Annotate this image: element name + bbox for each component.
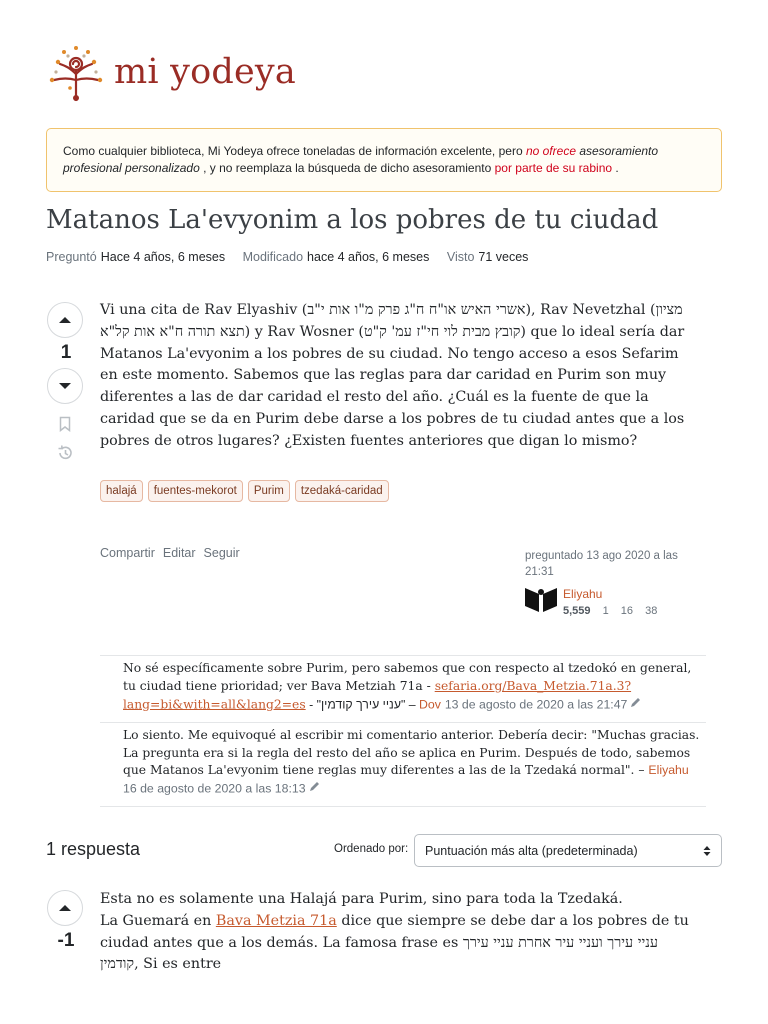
- triangle-down-icon: [58, 382, 72, 390]
- question-meta: [46, 250, 542, 264]
- comment-list: [100, 655, 706, 807]
- disclaimer-notice: [46, 128, 722, 192]
- question-body: [100, 300, 700, 453]
- pencil-icon: [630, 696, 641, 714]
- sort-value: Puntuación más alta (predeterminada): [425, 843, 638, 858]
- comment-user[interactable]: Eliyahu: [648, 763, 689, 778]
- comment-date[interactable]: 16 de agosto de 2020 a las 18:13: [123, 781, 306, 796]
- owner-card: [525, 548, 705, 619]
- tag-list: [100, 480, 389, 502]
- logo-text: mi yodeya: [114, 52, 296, 92]
- comment-text: No sé específicamente sobre Purim, pero sabemos que con respecto al tzedokó en general, tu ciudad tiene prioridad; ver Bava Metziah 71a -: [123, 661, 692, 693]
- notice-no-ofrece: no ofrece: [525, 144, 576, 158]
- bronze-badges: 38: [645, 605, 658, 617]
- owner-stats: [563, 603, 657, 619]
- answer-vote-column: [47, 890, 85, 956]
- tag-fuentes-mekorot[interactable]: fuentes-mekorot: [148, 480, 243, 502]
- hebrew-source-2: מציון תצא תורה ח"א אות קל"א: [100, 302, 683, 340]
- viewed-value: 71 veces: [478, 250, 529, 264]
- hebrew-source-3: קובץ מבית לוי חי"ז עמ' ק"ט: [363, 323, 521, 340]
- vote-count: 1: [60, 342, 72, 363]
- upvote-button[interactable]: [47, 302, 83, 338]
- asked-label: Preguntó: [46, 250, 97, 264]
- asked-value: Hace 4 años, 6 meses: [100, 250, 226, 264]
- answers-count: 1 respuesta: [46, 839, 141, 859]
- sort-arrows-icon: [703, 845, 711, 857]
- answer-text-c: , Si es entre: [134, 956, 222, 973]
- avatar[interactable]: [525, 588, 557, 612]
- post-actions: [100, 546, 240, 560]
- history-button[interactable]: [47, 444, 83, 462]
- edit-link[interactable]: Editar: [162, 546, 196, 560]
- body-text-2: ), Rav Nevetzhal (: [525, 302, 656, 318]
- answer-link[interactable]: Bava Metzia 71a: [215, 912, 337, 929]
- hebrew-source-1: אשרי האיש או"ח ח"ג פרק מ"ו אות י"ב: [307, 302, 526, 318]
- notice-rabino-link[interactable]: por parte de su rabino: [494, 161, 613, 175]
- asked-timestamp[interactable]: preguntado 13 ago 2020 a las 21:31: [525, 550, 678, 578]
- tree-logo-icon: [44, 40, 108, 104]
- downvote-button[interactable]: [47, 368, 83, 404]
- answer-body: [100, 889, 700, 976]
- notice-text: Como cualquier biblioteca, Mi Yodeya ofrece toneladas de información excelente, pero: [63, 144, 526, 158]
- sort-select[interactable]: [414, 834, 722, 867]
- comment-user[interactable]: Dov: [419, 697, 441, 711]
- comment-item: [100, 656, 706, 723]
- comment-text-2: - "עניי עירך קודמין" –: [305, 697, 420, 711]
- question-title[interactable]: Matanos La'evyonim a los pobres de tu ciudad: [46, 205, 659, 235]
- site-logo[interactable]: [44, 40, 296, 104]
- share-link[interactable]: Compartir: [100, 546, 155, 560]
- answer-upvote-button[interactable]: [47, 890, 83, 926]
- notice-asesoramiento: asesoramiento profesional personalizado: [63, 144, 659, 175]
- tag-tzedaka-caridad[interactable]: tzedaká-caridad: [295, 480, 389, 502]
- gold-badges: 1: [602, 605, 609, 617]
- comment-link[interactable]: sefaria.org/Bava_Metzia.71a.3?lang=bi&with=all&lang2=es: [123, 678, 632, 711]
- tag-purim[interactable]: Purim: [248, 480, 290, 502]
- answer-hebrew: עניי עירך ועניי עיר אחרת עניי עירך קודמין: [100, 934, 658, 973]
- answer-line-1: Esta no es solamente una Halajá para Purim, sino para toda la Tzedaká.: [100, 891, 623, 907]
- silver-badges: 16: [620, 605, 634, 617]
- reputation: 5,559: [563, 605, 591, 617]
- modified-label: Modificado: [242, 250, 304, 264]
- question-vote-column: [47, 302, 85, 462]
- answer-vote-count: -1: [57, 930, 75, 951]
- bookmark-button[interactable]: [47, 416, 83, 432]
- sort-label: Ordenado por:: [334, 843, 409, 855]
- body-text-4: ) que lo ideal sería dar Matanos La'evyonim a los pobres de su ciudad. No tengo acceso a esos Sefarim en este momento. Sabemos que las reglas para dar caridad en Purim son muy diferentes a las de dar caridad el resto del año. ¿Cuál es la fuente de que la caridad que se da en Purim debe darse a los pobres de tu ciudad antes que a los pobres de otros lugares? ¿Existen fuentes anteriores que digan lo mismo?: [100, 323, 685, 449]
- follow-link[interactable]: Seguir: [203, 546, 240, 560]
- body-text-1: Vi una cita de Rav Elyashiv (: [100, 302, 308, 318]
- notice-text-2: , y no reemplaza la búsqueda de dicho asesoramiento: [199, 161, 495, 175]
- viewed-label: Visto: [446, 250, 475, 264]
- comment-date[interactable]: 13 de agosto de 2020 a las 21:47: [444, 697, 628, 711]
- answer-text-b: dice que siempre se debe dar a los pobres de tu ciudad antes que a los demás. La famosa frase es: [100, 912, 689, 951]
- notice-end: .: [612, 161, 619, 175]
- answer-text-a: La Guemará en: [100, 912, 216, 929]
- history-icon: [56, 444, 74, 462]
- bookmark-icon: [59, 416, 71, 432]
- body-text-3: ) y Rav Wosner (: [244, 323, 364, 340]
- triangle-up-icon: [58, 316, 72, 324]
- comment-item: [100, 723, 706, 808]
- triangle-up-icon: [58, 904, 72, 912]
- tag-halaja[interactable]: halajá: [100, 480, 143, 502]
- owner-name[interactable]: Eliyahu: [563, 587, 603, 601]
- modified-value[interactable]: hace 4 años, 6 meses: [307, 250, 430, 264]
- pencil-icon: [309, 780, 320, 798]
- comment-text: Lo siento. Me equivoqué al escribir mi comentario anterior. Debería decir: "Muchas gracias. La pregunta era si la regla del resto del año se aplica en Purim. Después de todo, sabemos que Matanos La'evyonim tiene reglas muy diferentes a las de la Tzedaká normal". –: [123, 727, 700, 778]
